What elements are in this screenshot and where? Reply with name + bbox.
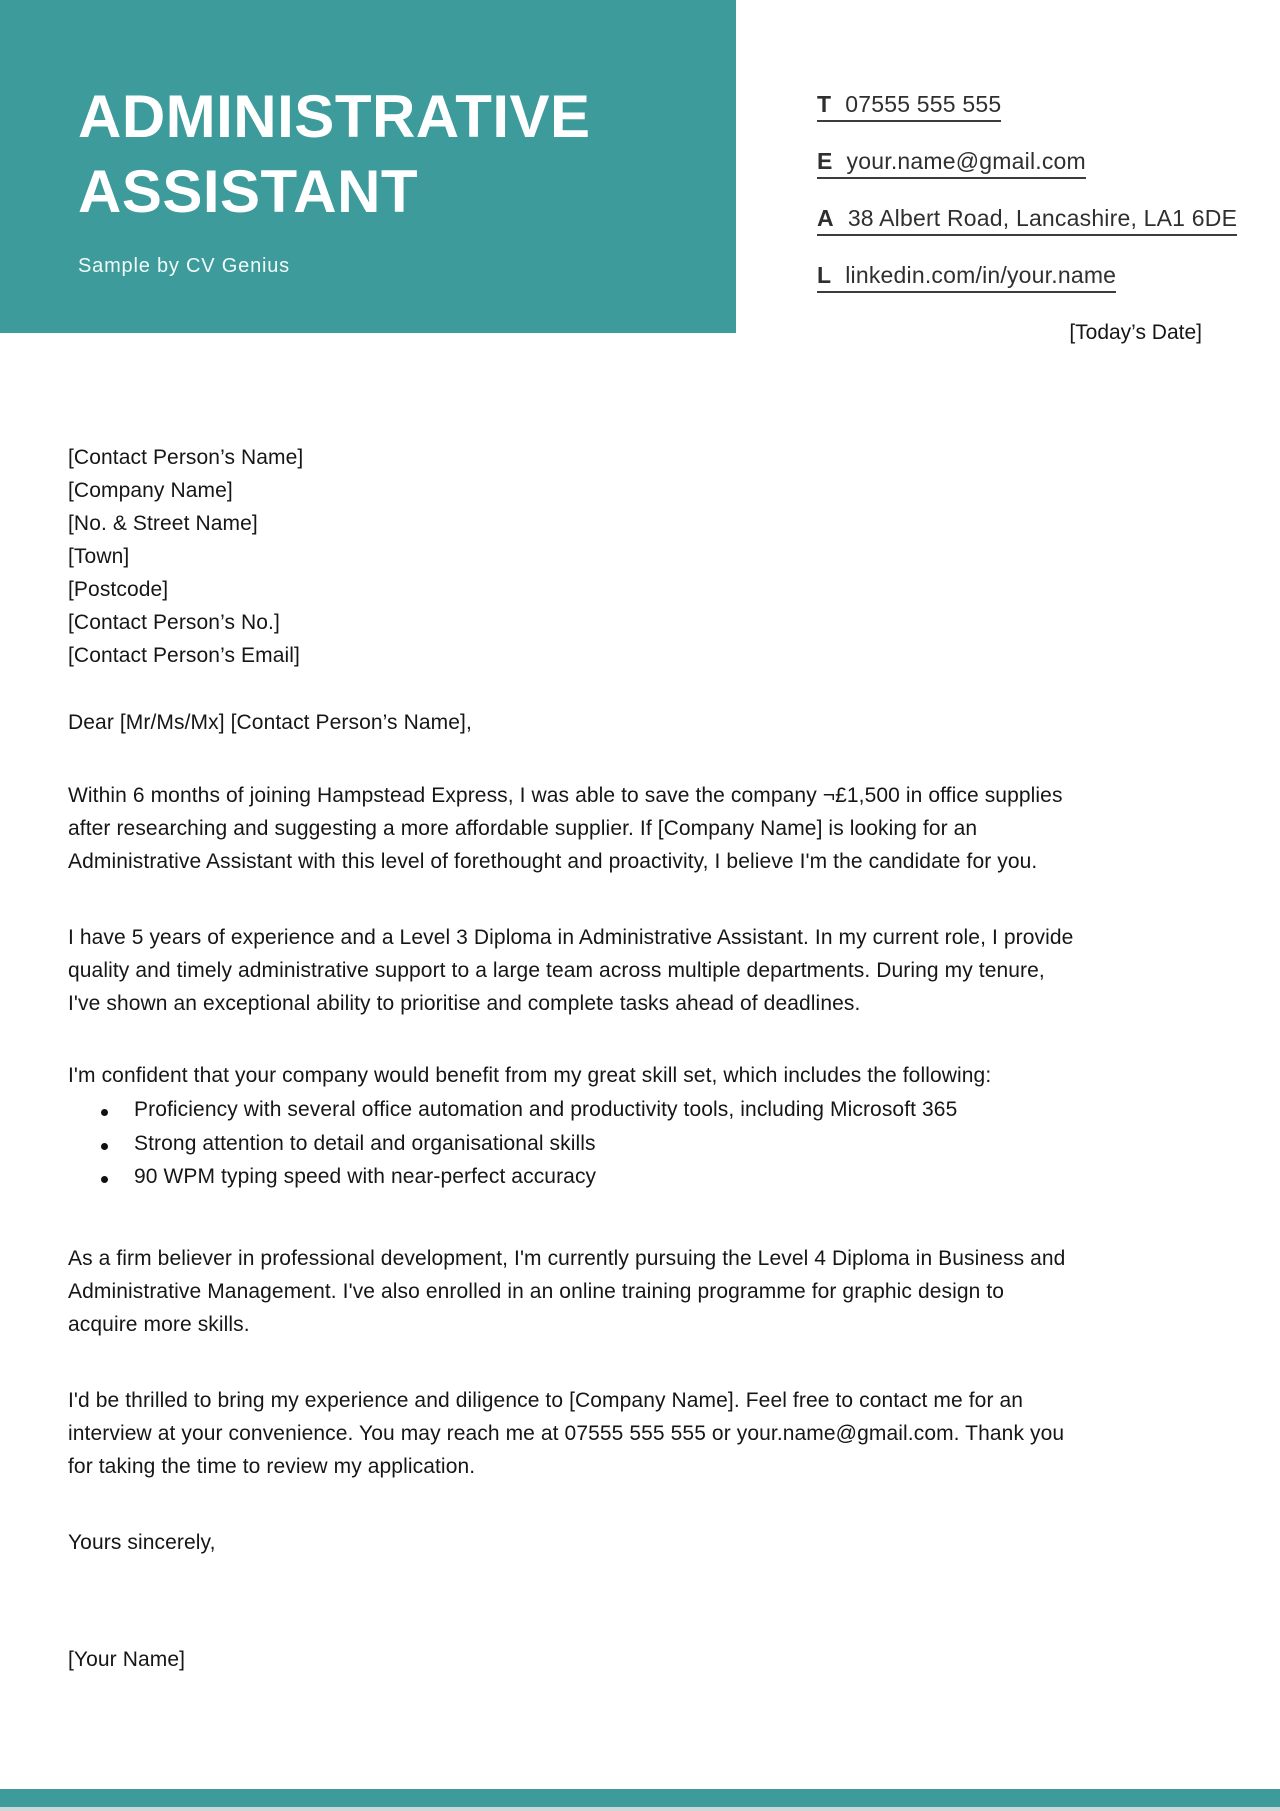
paragraph-experience: I have 5 years of experience and a Level 3 Diploma in Administrative Assistant. In my current role, I provide quality and timely administrative support to a large team across multiple departments. During my tenure, I've shown an exceptional ability to prioritise and complete tasks ahead of deadlines.: [68, 926, 1074, 1015]
address-label: A: [817, 205, 834, 231]
phone-label: T: [817, 91, 832, 117]
page-title: [78, 79, 591, 229]
skill-text: 90 WPM typing speed with near-perfect accuracy: [134, 1165, 597, 1188]
paragraph-intro: Within 6 months of joining Hampstead Express, I was able to save the company ¬£1,500 in office supplies after researching and suggesting a more affordable supplier. If [Company Name] is looking for an Administrative Assistant with this level of forethought and proactivity, I believe I'm the candidate for you.: [68, 784, 1063, 873]
closing: Yours sincerely,: [68, 1531, 216, 1554]
header-banner: [0, 0, 736, 333]
signature-placeholder: [Your Name]: [68, 1648, 186, 1671]
recipient-address-block: [Contact Person’s Name] [Company Name] [No. & Street Name] [Town] [Postcode] [Contact Person’s No.] [Contact Person’s Email]: [68, 446, 304, 667]
list-item: [68, 1165, 957, 1199]
list-item: [68, 1098, 957, 1132]
footer-accent-bar: [0, 1789, 1280, 1807]
contact-row-address: [817, 204, 1237, 236]
contact-details: [817, 90, 1237, 318]
linkedin-value[interactable]: linkedin.com/in/your.name: [845, 262, 1117, 288]
paragraph-callto-action: I'd be thrilled to bring my experience and diligence to [Company Name]. Feel free to contact me for an interview at your convenience. You may reach me at 07555 555 555 or your.name@gmail.com. Thank you for taking the time to review my application.: [68, 1389, 1065, 1478]
footer-edge-strip: [0, 1807, 1280, 1811]
bullet-icon: [101, 1109, 108, 1116]
bullet-icon: [101, 1143, 108, 1150]
phone-value[interactable]: 07555 555 555: [845, 91, 1002, 117]
email-value[interactable]: your.name@gmail.com: [846, 148, 1086, 174]
contact-row-email: [817, 147, 1086, 179]
skill-text: Strong attention to detail and organisational skills: [134, 1131, 596, 1155]
linkedin-label: L: [817, 262, 832, 288]
address-value[interactable]: 38 Albert Road, Lancashire, LA1 6DE: [847, 205, 1238, 231]
date-placeholder: [Today’s Date]: [1069, 321, 1202, 344]
header-subtitle: Sample by CV Genius: [78, 255, 290, 277]
skills-intro: I'm confident that your company would benefit from my great skill set, which includes the following:: [68, 1064, 992, 1087]
list-item: [68, 1132, 957, 1166]
contact-row-phone: [817, 90, 1001, 122]
contact-row-linkedin: [817, 261, 1116, 293]
email-label: E: [817, 148, 833, 174]
skills-list: [68, 1098, 957, 1199]
title-line-2: ASSISTANT: [78, 158, 419, 225]
title-line-1: ADMINISTRATIVE: [78, 83, 591, 150]
paragraph-development: As a firm believer in professional development, I'm currently pursuing the Level 4 Diploma in Business and Administrative Management. I've also enrolled in an online training programme for graphic design to acquire more skills.: [68, 1247, 1066, 1336]
skill-text: Proficiency with several office automation and productivity tools, including Microsoft 365: [134, 1098, 958, 1121]
bullet-icon: [101, 1176, 108, 1183]
salutation: Dear [Mr/Ms/Mx] [Contact Person’s Name],: [68, 711, 472, 734]
